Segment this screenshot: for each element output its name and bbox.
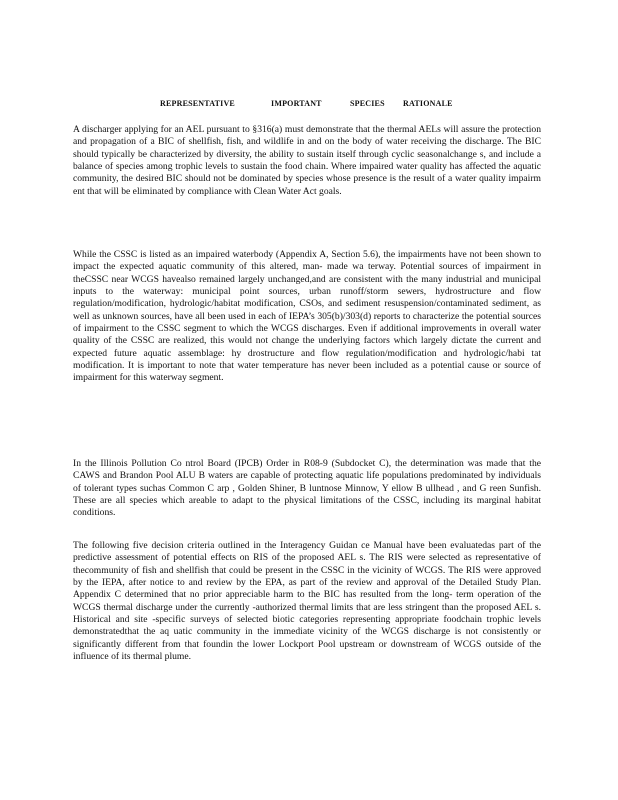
title-word-important: IMPORTANT: [271, 99, 322, 108]
title-word-species: SPECIES: [350, 99, 385, 108]
paragraph-ipcb-order: In the Illinois Pollution Co ntrol Board (IPCB) Order in R08-9 (Subdocket C), the determination was made that the CAWS and Brandon Pool ALU B waters are capable of protecting aquatic life populations predominated by individuals of tolerant types suchas Common C arp , Golden Shiner, B luntnose Minnow, Y ellow B ullhead , and G reen Sunfish. These are all species which areable to adapt to the physical limitations of the CSSC, including its marginal habitat conditions.: [73, 458, 541, 519]
title-word-rationale: RATIONALE: [403, 99, 453, 108]
paragraph-aels-requirement: A discharger applying for an AEL pursuant to §316(a) must demonstrate that the thermal AELs will assure the protection and propagation of a BIC of shellfish, fish, and wildlife in and on the body of water receiving the discharge. The BIC should typically be characterized by diversity, the ability to sustain itself through cyclic seasonalchange s, and include a balance of species among trophic levels to sustain the food chain. Where impaired water quality has affected the aquatic community, the desired BIC should not be dominated by species whose presence is the result of a water quality impairm ent that will be eliminated by compliance with Clean Water Act goals.: [73, 124, 541, 197]
paragraph-decision-criteria: The following five decision criteria outlined in the Interagency Guidan ce Manual have been evaluatedas part of the predictive assessment of potential effects on RIS of the proposed AEL s. The RIS were selected as representative of thecommunity of fish and shellfish that could be present in the CSSC in the vicinity of WCGS. The RIS were approved by the IEPA, after notice to and review by the EPA, as part of the review and approval of the Detailed Study Plan. Appendix C determined that no prior appreciable harm to the BIC has resulted from the long- term operation of the WCGS thermal discharge under the currently -authorized thermal limits that are less stringent than the proposed AEL s. Historical and site -specific surveys of selected biotic categories representing appropriate foodchain trophic levels demonstratedthat the aq uatic community in the immediate vicinity of the WCGS discharge is not consistently or significantly different from that foundin the lower Lockport Pool upstream or downstream of WCGS outside of the influence of its thermal plume.: [73, 540, 541, 663]
section-title: [160, 99, 460, 113]
paragraph-cssc-impairment: While the CSSC is listed as an impaired waterbody (Appendix A, Section 5.6), the impairments have not been shown to impact the expected aquatic community of this altered, man- made wa terway. Potential sources of impairment in theCSSC near WCGS havealso remained largely unchanged,and are consistent with the many industrial and municipal inputs to the waterway: municipal point sources, urban runoff/storm sewers, hydrostructure and flow regulation/modification, hydrologic/habitat modification, CSOs, and sediment resuspension/contaminated sediment, as well as unknown sources, have all been used in each of IEPA’s 305(b)/303(d) reports to characterize the potential sources of impairment to the CSSC segment to which the WCGS discharges. Even if additional improvements in overall water quality of the CSSC are realized, this would not change the underlying factors which largely dictate the current and expected future aquatic assemblage: hy drostructure and flow regulation/modification and hydrologic/habi tat modification. It is important to note that water temperature has never been included as a potential cause or source of impairment for this waterway segment.: [73, 249, 541, 384]
title-word-representative: REPRESENTATIVE: [160, 99, 235, 108]
